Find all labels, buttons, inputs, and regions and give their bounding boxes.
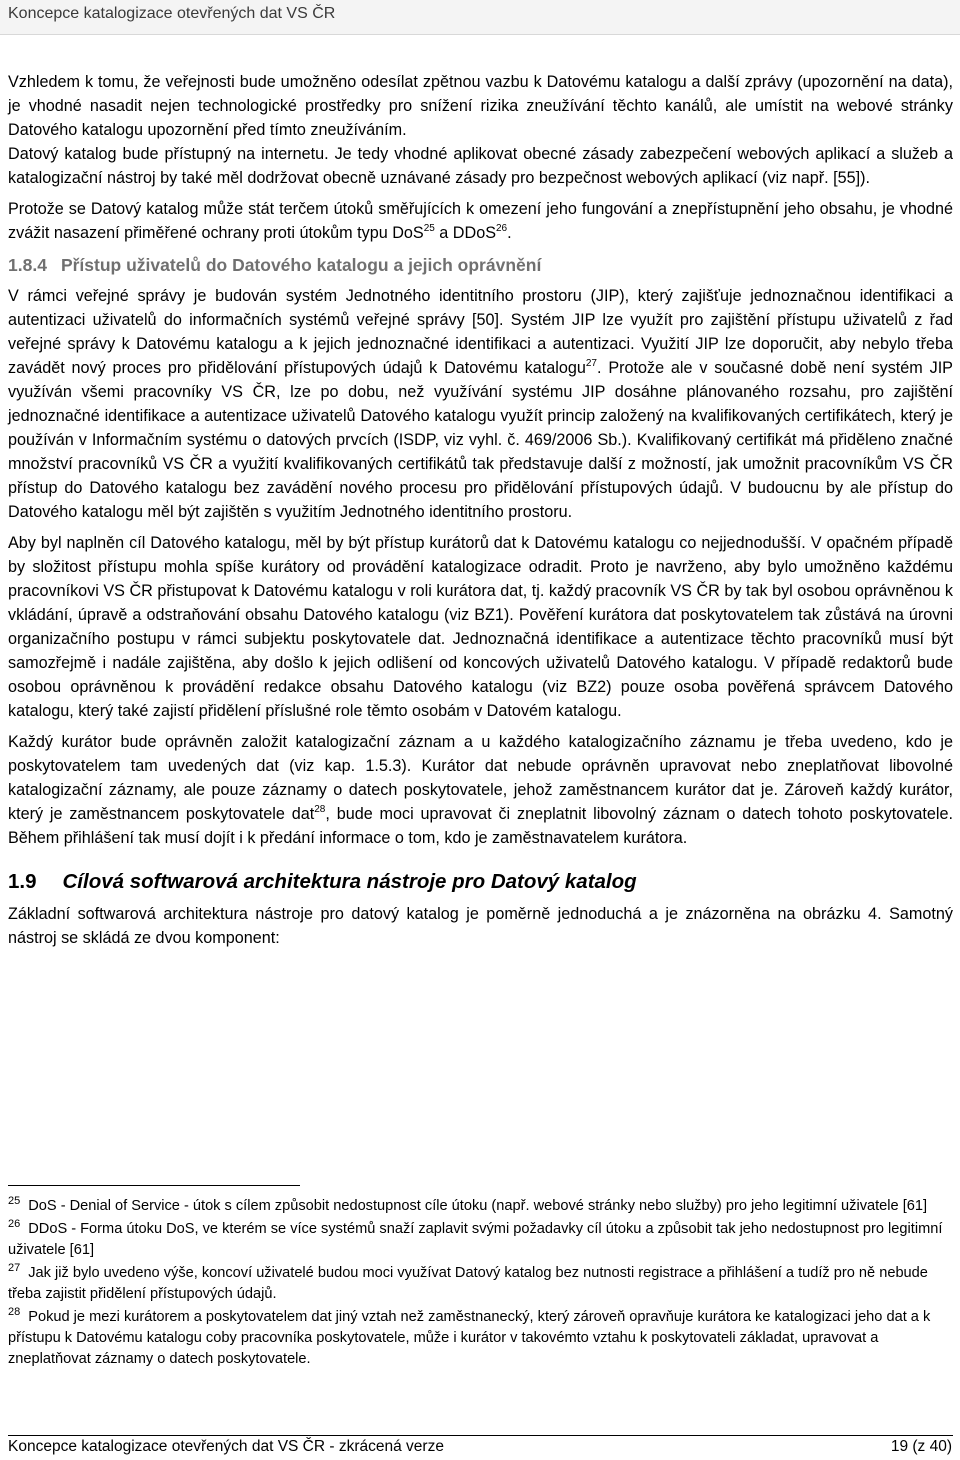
footnote [8, 1307, 953, 1370]
footnote-ref[interactable]: 26 [496, 223, 508, 234]
paragraph [8, 284, 953, 524]
section-number: 1.8.4 [8, 255, 47, 275]
footnote-ref[interactable]: 25 [423, 223, 435, 234]
section-heading [8, 252, 953, 278]
footnote-text: DoS - Denial of Service - útok s cílem způsobit nedostupnost cíle útoku (např. webové stránky nebo služby) pro jeho legitimní uživatele [61] [28, 1198, 928, 1214]
page-header [0, 0, 960, 35]
paragraph [8, 730, 953, 850]
paragraph-text: . Protože ale v současné době není systém JIP využíván všemi pracovníky VS ČR, lze po dobu, než využívání systému JIP dosáhne plánovaného rozsahu, pro zajištění jednoznačné identifikace a autentizace uživatelů Datového katalogu využít princip založený na kvalifikovaných certifikátech, který je používán v Informačním systému o datových prvcích (ISDP, viz vyhl. č. 469/2006 Sb.). Kvalifikovaný certifikát má přiděleno značné množství pracovníků VS ČR a využití kvalifikovaných certifikátů tak představuje další z možností, jak umožnit pracovníkům VS ČR přístup do Datového katalogu bez zavádění nového procesu pro přidělování přístupových údajů. V budoucnu by ale přístup do Datového katalogu měl být zajištěn s využitím Jednotného identitního prostoru. [8, 359, 953, 521]
paragraph: Datový katalog bude přístupný na internetu. Je tedy vhodné aplikovat obecné zásady zabezpečení webových aplikací a služeb a katalogizační nástroj by také měl dodržovat obecně uznávané zásady pro bezpečnost webových aplikací (viz např. [55]). [8, 145, 953, 187]
paragraph-text: V rámci veřejné správy je budován systém Jednotného identitního prostoru (JIP), který zajišťuje jednoznačnou identifikaci a autentizaci uživatelů do informačních systémů veřejné správy [50]. Systém JIP lze využít pro zajištění přístupu uživatelů z řad veřejné správy k Datovému katalogu a k jejich jednoznačné identifikaci a autentizaci. Využití JIP lze doporučit, aby nebylo třeba zavádět nový proces pro přidělování přístupových údajů k Datovému katalogu [8, 287, 953, 377]
section-title: Přístup uživatelů do Datového katalogu a jejich oprávnění [60, 255, 542, 275]
header-title: Koncepce katalogizace otevřených dat VS ČR [8, 5, 336, 22]
paragraph-text: Protože se Datový katalog může stát terčem útoků směřujících k omezení jeho fungování a znepřístupnění jeho obsahu, je vhodné zvážit nasazení přiměřené ochrany proti útokům typu DoS [8, 200, 953, 242]
paragraph-text: a DDoS [434, 224, 496, 242]
paragraph-text: Každý kurátor bude oprávněn založit katalogizační záznam a u každého katalogizačního záznamu je třeba uvedeno, kdo je poskytovatelem tam uvedených dat (viz kap. 1.5.3). Kurátor dat nebude oprávněn upravovat nebo zneplatňovat libovolné katalogizační záznamy, ale pouze záznamy o datech poskytovatele, jehož zaměstnancem kurátor dat je. Zároveň každý kurátor, který je zaměstnancem poskytovatele dat [8, 733, 953, 823]
footnote-text: Jak již bylo uvedeno výše, koncoví uživatelé budou moci využívat Datový katalog bez nutnosti registrace a přihlášení a tudíž pro ně nebude třeba zajistit přidělení přístupových údajů. [8, 1265, 928, 1302]
footer-title: Koncepce katalogizace otevřených dat VS ČR - zkrácená verze [8, 1438, 444, 1455]
footer-divider [8, 1435, 953, 1436]
footnote-number: 25 [8, 1195, 21, 1207]
paragraph: Aby byl naplněn cíl Datového katalogu, měl by být přístup kurátorů dat k Datovému katalogu co nejjednodušší. V opačném případě by složitost přístupu mohla spíše kurátory od provádění katalogizace odradit. Proto je navrženo, aby bylo umožněno každému pracovníkovi VS ČR přistupovat k Datovému katalogu v roli kurátora dat, tj. každý pracovník VS ČR by tak byl osobou oprávněnou k vkládání, úpravě a odstraňování obsahu Datového katalogu (viz BZ1). Pověření kurátora dat poskytovatelem tak zůstává na úrovni organizačního postupu v rámci subjektu poskytovatele dat. Jednoznačná identifikace a autentizace těchto pracovníků musí být samozřejmě i nadále zajištěna, aby došlo k jejich odlišení od koncových uživatelů Datového katalogu. V případě redaktorů bude osobou oprávněnou k provádění redakce obsahu Datového katalogu (viz BZ2) pouze osoba pověřená správcem Datového katalogu, který také zajistí přidělení příslušné role těmto osobám v Datovém katalogu. [8, 534, 953, 720]
paragraph: Vzhledem k tomu, že veřejnosti bude umožněno odesílat zpětnou vazbu k Datovému katalogu a další zprávy (upozornění na data), je vhodné nasadit nejen technologické prostředky pro snížení rizika zneužívání těchto kanálů, ale umístit na webové stránky Datového katalogu upozornění před tímto zneužíváním. [8, 73, 953, 139]
chapter-number: 1.9 [8, 870, 37, 893]
paragraph [8, 197, 953, 245]
chapter-heading [8, 868, 953, 896]
footnote-number: 27 [8, 1262, 21, 1274]
footnote-ref[interactable]: 28 [314, 804, 326, 815]
footnote [8, 1219, 953, 1261]
document-body [8, 70, 953, 957]
footnote-text: Pokud je mezi kurátorem a poskytovatelem dat jiný vztah než zaměstnanecký, který zároveň opravňuje kurátora ke katalogizaci jeho dat a k přístupu k Datovému katalogu coby pracovníka poskytovatele, může i kurátor v takovémto vztahu k poskytovateli základat, upravovat a zneplatňovat záznamy o datech poskytovatele. [8, 1309, 931, 1367]
footnote-number: 26 [8, 1218, 21, 1230]
page-number: 19 (z 40) [890, 1438, 952, 1455]
paragraph-text: . [507, 224, 512, 242]
paragraph: Základní softwarová architektura nástroje pro datový katalog je poměrně jednoduchá a je znázorněna na obrázku 4. Samotný nástroj se skládá ze dvou komponent: [8, 905, 953, 947]
footnote [8, 1263, 953, 1305]
paragraph-text: , bude moci upravovat či zneplatnit libovolný záznam o datech tohoto poskytovatele. Během přihlášení tak musí dojít i k předání informace o tom, kdo je zaměstnavatelem kurátora. [8, 805, 953, 847]
footnote-text: DDoS - Forma útoku DoS, ve kterém se více systémů snaží zaplavit svými požadavky cíl útoku a způsobit tak jeho nedostupnost pro legitimní uživatele [61] [8, 1221, 943, 1258]
footnote-number: 28 [8, 1306, 21, 1318]
chapter-title: Cílová softwarová architektura nástroje pro Datový katalog [62, 870, 637, 893]
footnote [8, 1196, 953, 1217]
footnote-divider [8, 1185, 300, 1186]
footnote-ref[interactable]: 27 [585, 358, 597, 369]
footnotes [8, 1196, 953, 1372]
